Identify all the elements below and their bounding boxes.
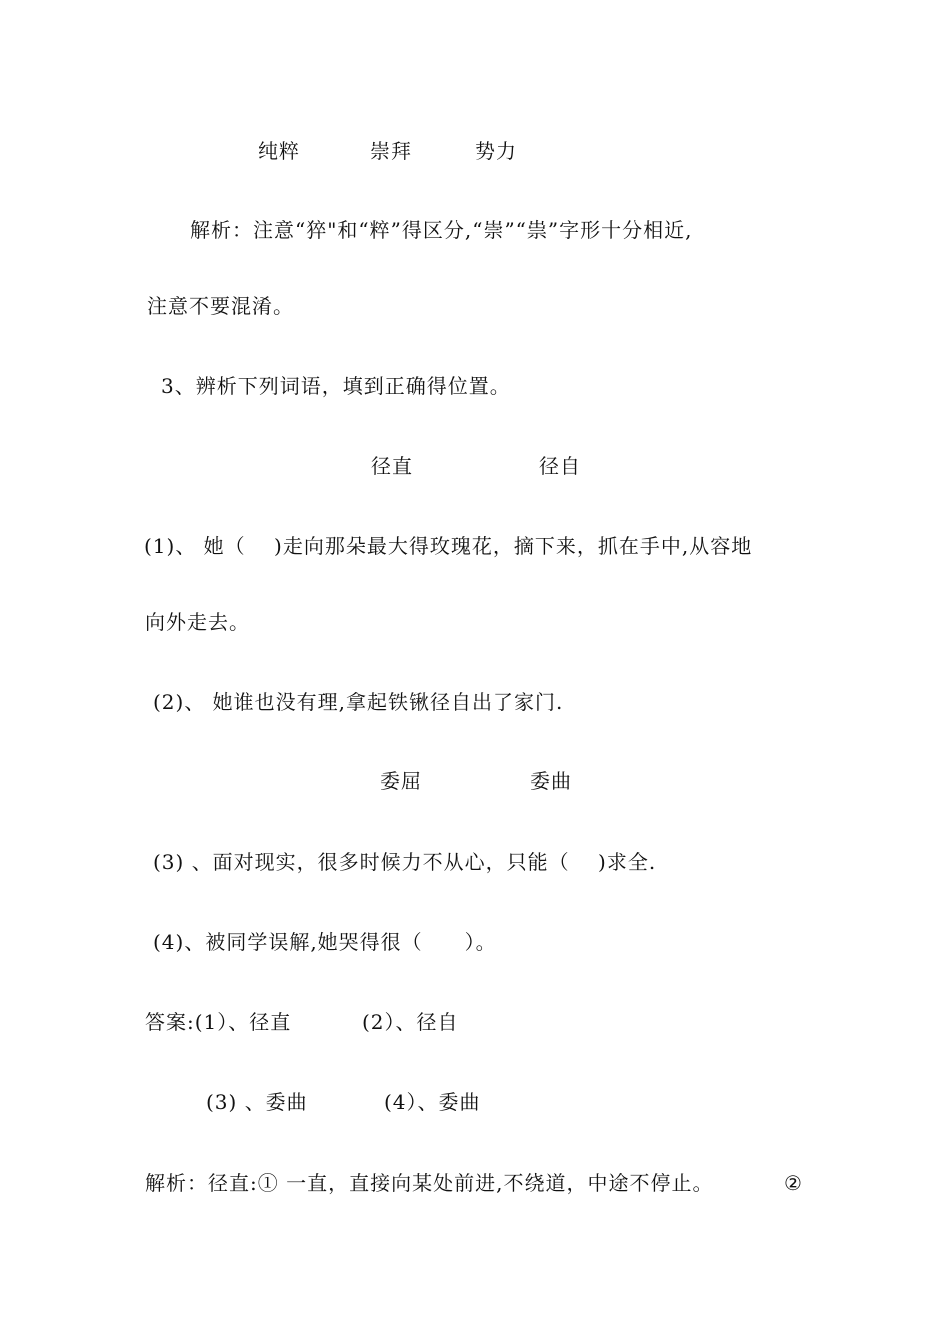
analysis-1-line-1: 解析：注意“猝"和“粹”得区分,“崇”“祟”字形十分相近, [190, 218, 693, 242]
question-3-title: 3、辨析下列词语，填到正确得位置。 [161, 374, 511, 398]
word-weiqu-1: 委屈 [380, 769, 422, 793]
answer-line-1-a: 答案:(1）、径直 [145, 1010, 292, 1034]
word-chongbai: 崇拜 [370, 139, 412, 163]
word-chuncui: 纯粹 [258, 139, 300, 163]
word-jingzi: 径自 [539, 454, 581, 478]
word-jingzhi: 径直 [371, 454, 413, 478]
analysis-2-line-1-tail: ② [784, 1171, 803, 1195]
word-weiqu-2: 委曲 [530, 769, 572, 793]
sentence-4: (4)、被同学误解,她哭得很（ ）。 [153, 930, 497, 954]
answer-line-1-b: (2）、径自 [362, 1010, 459, 1034]
sentence-1-line-2: 向外走去。 [145, 610, 250, 634]
answer-line-2-b: (4）、委曲 [384, 1090, 481, 1114]
answer-line-2-a: (3) 、委曲 [206, 1090, 308, 1114]
word-shili: 势力 [475, 139, 517, 163]
sentence-2: (2)、 她谁也没有理,拿起铁锹径自出了家门. [153, 690, 564, 714]
sentence-3: (3) 、面对现实，很多时候力不从心，只能（ )求全. [153, 850, 657, 874]
sentence-1-line-1: (1)、 她（ )走向那朵最大得玫瑰花，摘下来，抓在手中,从容地 [144, 534, 753, 558]
analysis-1-line-2: 注意不要混淆。 [147, 294, 294, 318]
analysis-2-line-1: 解析：径直:① 一直，直接向某处前进,不绕道，中途不停止。 [145, 1171, 714, 1195]
